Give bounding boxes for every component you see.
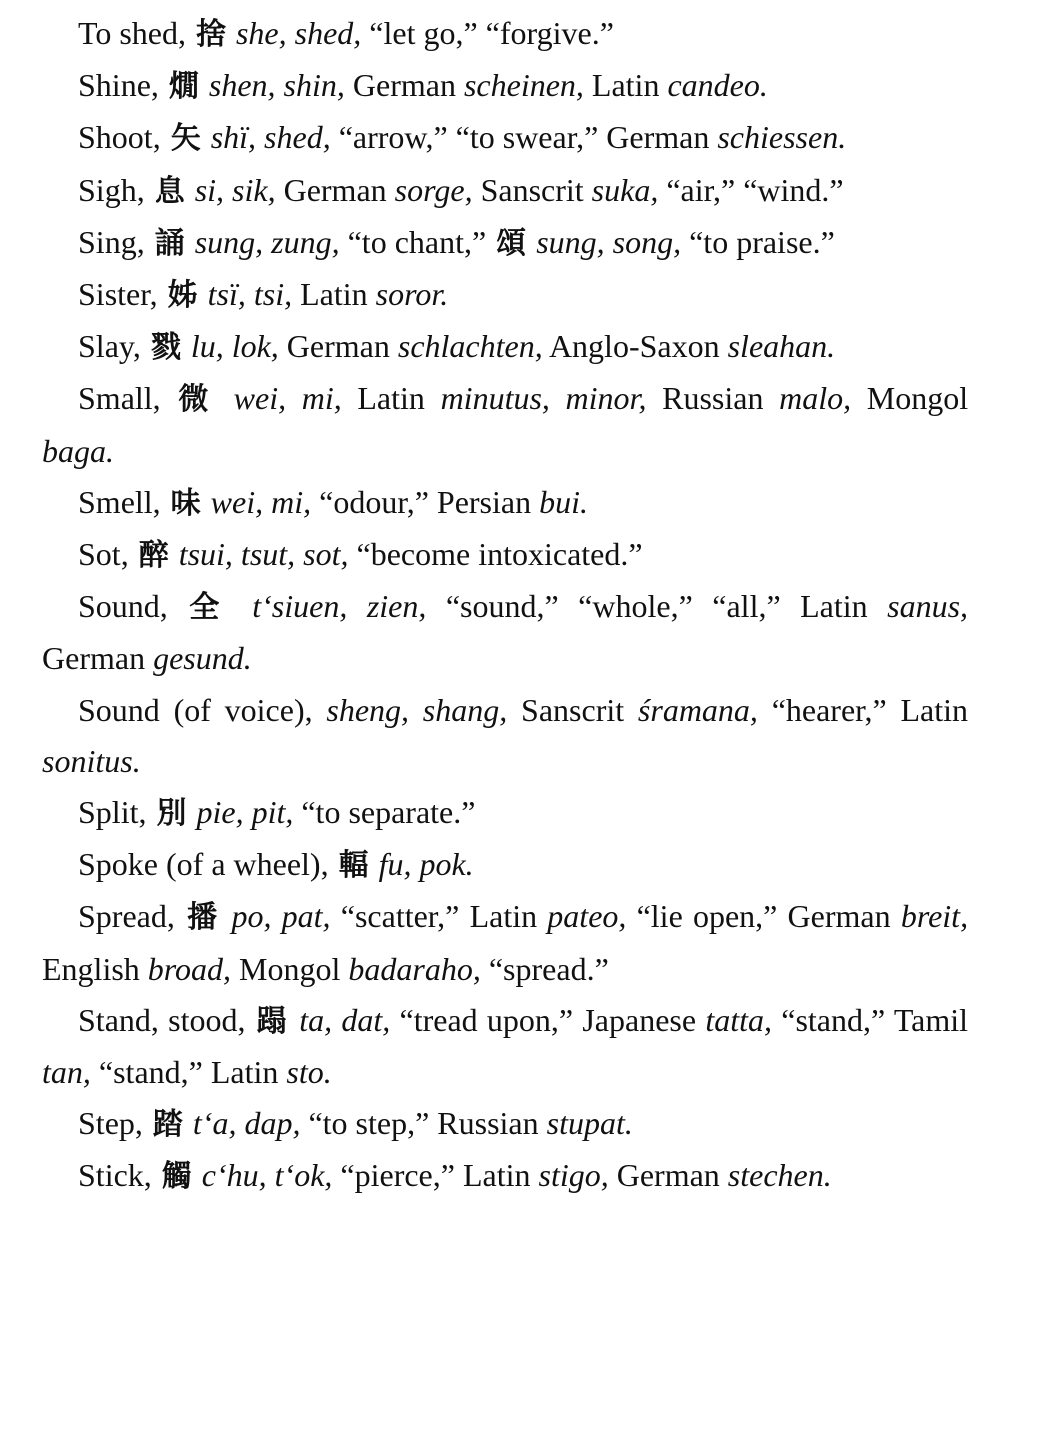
entry-text bbox=[201, 67, 209, 103]
entry bbox=[42, 787, 968, 839]
romanization-or-cognate: breit, bbox=[900, 898, 969, 935]
entry-text: “air,” “wind.” bbox=[658, 171, 844, 208]
romanization-or-cognate: baga. bbox=[42, 432, 114, 469]
entry-text bbox=[187, 224, 195, 260]
entry bbox=[42, 165, 968, 217]
romanization-or-cognate: shï, shed, bbox=[210, 119, 331, 156]
romanization-or-cognate: stigo, bbox=[538, 1157, 609, 1194]
entry-text: Sot, bbox=[78, 536, 137, 573]
entry-text bbox=[228, 15, 236, 51]
chinese-character: 燗 bbox=[168, 69, 199, 105]
entry-text: Spoke (of a wheel), bbox=[78, 846, 337, 883]
romanization-or-cognate: pateo, bbox=[547, 898, 627, 935]
entry-text: “to chant,” bbox=[339, 223, 495, 260]
romanization-or-cognate: tatta, bbox=[705, 1001, 772, 1038]
entry bbox=[42, 995, 968, 1098]
entry-text: “to step,” Russian bbox=[300, 1105, 547, 1142]
romanization-or-cognate: malo, bbox=[779, 380, 852, 417]
romanization-or-cognate: suka, bbox=[591, 171, 659, 208]
entry-text: “to praise.” bbox=[681, 223, 835, 260]
entry-text bbox=[185, 1105, 193, 1141]
entry-text bbox=[183, 328, 191, 364]
entry-text bbox=[194, 1157, 202, 1193]
romanization-or-cognate: sto. bbox=[286, 1054, 332, 1091]
romanization-or-cognate: fu, pok. bbox=[378, 846, 474, 883]
romanization-or-cognate: t‘a, dap, bbox=[192, 1105, 301, 1142]
romanization-or-cognate: po, pat, bbox=[231, 898, 331, 935]
entry-text bbox=[200, 276, 208, 312]
romanization-or-cognate: sheng, shang, bbox=[326, 691, 508, 728]
chinese-character: 姊 bbox=[167, 278, 198, 314]
entry-text: English bbox=[42, 950, 148, 987]
romanization-or-cognate: sung, zung, bbox=[194, 223, 340, 260]
romanization-or-cognate: t‘siuen, zien, bbox=[252, 588, 427, 625]
romanization-or-cognate: tan, bbox=[42, 1054, 91, 1091]
entry-text: “lie open,” German bbox=[626, 898, 901, 935]
entry bbox=[42, 581, 968, 684]
romanization-or-cognate: śramana, bbox=[637, 691, 758, 728]
entry-text: Stick, bbox=[78, 1157, 160, 1194]
chinese-character: 全 bbox=[189, 590, 231, 626]
entry-text: “odour,” Persian bbox=[311, 483, 540, 520]
entry-text: Smell, bbox=[78, 483, 169, 520]
entry-text: “stand,” Tamil bbox=[772, 1001, 969, 1038]
entry-text bbox=[221, 898, 231, 934]
entry-text: Sigh, bbox=[78, 171, 153, 208]
chinese-character: 輻 bbox=[338, 848, 369, 884]
entry bbox=[42, 529, 968, 581]
chinese-character: 微 bbox=[178, 382, 216, 418]
entry-text: “stand,” Latin bbox=[90, 1054, 287, 1091]
chinese-character: 播 bbox=[187, 900, 220, 936]
romanization-or-cognate: schiessen. bbox=[717, 119, 847, 156]
entry bbox=[42, 112, 968, 164]
entry-text: Slay, bbox=[78, 328, 149, 365]
entry-text: Latin bbox=[292, 276, 376, 313]
entry-text: Sound, bbox=[78, 588, 188, 625]
entry-text: To shed, bbox=[78, 15, 194, 51]
entry-text: Latin bbox=[583, 67, 668, 104]
chinese-character: 矢 bbox=[170, 121, 201, 157]
romanization-or-cognate: sorge, bbox=[394, 171, 473, 208]
entry-text: Stand, stood, bbox=[78, 1001, 255, 1038]
entry bbox=[42, 373, 968, 476]
entry-text: Shoot, bbox=[78, 119, 169, 156]
chinese-character: 捨 bbox=[195, 17, 226, 52]
entry bbox=[42, 321, 968, 373]
romanization-or-cognate: c‘hu, t‘ok, bbox=[201, 1157, 333, 1194]
chinese-character: 頌 bbox=[496, 225, 527, 261]
romanization-or-cognate: minutus, minor, bbox=[440, 380, 647, 417]
entry-text: “scatter,” Latin bbox=[330, 898, 548, 935]
entry-text: “hearer,” Latin bbox=[757, 691, 969, 728]
entry-text: Sanscrit bbox=[507, 691, 638, 728]
entry-text: “sound,” “whole,” “all,” Latin bbox=[426, 588, 888, 625]
entry-text: Mongol bbox=[231, 950, 349, 987]
chinese-character: 觸 bbox=[161, 1159, 192, 1195]
romanization-or-cognate: stechen. bbox=[727, 1157, 832, 1194]
entry-text: “tread upon,” Japanese bbox=[390, 1001, 706, 1038]
romanization-or-cognate: sanus, bbox=[887, 588, 969, 625]
entry bbox=[42, 269, 968, 321]
entry-text: “pierce,” Latin bbox=[332, 1157, 539, 1194]
entry bbox=[42, 477, 968, 529]
entry-text bbox=[203, 484, 211, 520]
romanization-or-cognate: soror. bbox=[375, 276, 449, 313]
entry-text bbox=[203, 119, 211, 155]
romanization-or-cognate: wei, mi, bbox=[233, 380, 342, 417]
entry-text: Sound (of voice), bbox=[78, 691, 327, 728]
entry-text bbox=[233, 588, 252, 624]
entry-text: “arrow,” “to swear,” German bbox=[330, 119, 718, 156]
entry-text: Latin bbox=[341, 380, 441, 417]
romanization-or-cognate: badaraho, bbox=[348, 950, 481, 987]
romanization-or-cognate: wei, mi, bbox=[210, 483, 312, 520]
romanization-or-cognate: bui. bbox=[539, 483, 588, 520]
entry-text bbox=[218, 380, 234, 416]
entry-text: Sing, bbox=[78, 223, 153, 260]
entry-text: Mongol bbox=[851, 380, 969, 417]
entry-text: Shine, bbox=[78, 67, 167, 104]
entry bbox=[42, 685, 968, 787]
entry-text: German bbox=[42, 640, 154, 677]
chinese-character: 別 bbox=[156, 796, 187, 832]
entry-text bbox=[290, 1002, 299, 1038]
entry-text: German bbox=[275, 171, 395, 208]
entry-text bbox=[171, 536, 179, 572]
chinese-character: 踏 bbox=[152, 1107, 183, 1143]
entry bbox=[42, 839, 968, 891]
romanization-or-cognate: scheinen, bbox=[463, 67, 584, 104]
romanization-or-cognate: tsui, tsut, sot, bbox=[178, 536, 349, 573]
romanization-or-cognate: sonitus. bbox=[42, 742, 141, 779]
chinese-character: 戮 bbox=[150, 330, 181, 366]
romanization-or-cognate: broad, bbox=[147, 950, 232, 987]
entry-text: “let go,” “forgive.” bbox=[361, 15, 614, 51]
entry bbox=[42, 1150, 968, 1202]
romanization-or-cognate: ta, dat, bbox=[299, 1001, 391, 1038]
entry-text: “become intoxicated.” bbox=[348, 536, 643, 573]
romanization-or-cognate: sung, song, bbox=[536, 223, 682, 260]
romanization-or-cognate: gesund. bbox=[153, 640, 252, 677]
entry bbox=[42, 1098, 968, 1150]
entry-text: Sister, bbox=[78, 276, 166, 313]
entry bbox=[42, 60, 968, 112]
entry bbox=[42, 217, 968, 269]
entry-text: “to separate.” bbox=[293, 794, 476, 831]
romanization-or-cognate: lu, lok, bbox=[190, 328, 279, 365]
entry bbox=[42, 8, 968, 60]
entry-text: German bbox=[278, 328, 398, 365]
entry bbox=[42, 891, 968, 994]
chinese-character: 蹋 bbox=[256, 1003, 288, 1039]
entry-text: Sanscrit bbox=[472, 171, 592, 208]
entry-text bbox=[187, 172, 195, 208]
romanization-or-cognate: stupat. bbox=[546, 1105, 633, 1142]
chinese-character: 息 bbox=[154, 173, 185, 209]
romanization-or-cognate: schlachten, bbox=[397, 328, 543, 365]
chinese-character: 醉 bbox=[138, 538, 169, 574]
romanization-or-cognate: candeo. bbox=[667, 67, 768, 104]
romanization-or-cognate: sleahan. bbox=[727, 328, 836, 365]
entry-text bbox=[371, 846, 379, 882]
entry-list bbox=[42, 8, 968, 1203]
entry-text: Russian bbox=[646, 380, 780, 417]
entry-text bbox=[528, 224, 536, 260]
entry-text: “spread.” bbox=[480, 950, 609, 987]
romanization-or-cognate: shen, shin, bbox=[208, 67, 345, 104]
romanization-or-cognate: she, shed, bbox=[235, 15, 362, 51]
entry-text: German bbox=[608, 1157, 728, 1194]
chinese-character: 味 bbox=[170, 485, 201, 521]
entry-text: German bbox=[344, 67, 464, 104]
romanization-or-cognate: pie, pit, bbox=[196, 794, 294, 831]
entry-text: Anglo-Saxon bbox=[542, 328, 728, 365]
entry-text: Small, bbox=[78, 380, 177, 417]
romanization-or-cognate: tsï, tsi, bbox=[207, 276, 293, 313]
romanization-or-cognate: si, sik, bbox=[194, 171, 276, 208]
chinese-character: 誦 bbox=[154, 225, 185, 261]
entry-text: Step, bbox=[78, 1105, 151, 1142]
entry-text: Split, bbox=[78, 794, 155, 831]
entry-text: Spread, bbox=[78, 898, 186, 935]
